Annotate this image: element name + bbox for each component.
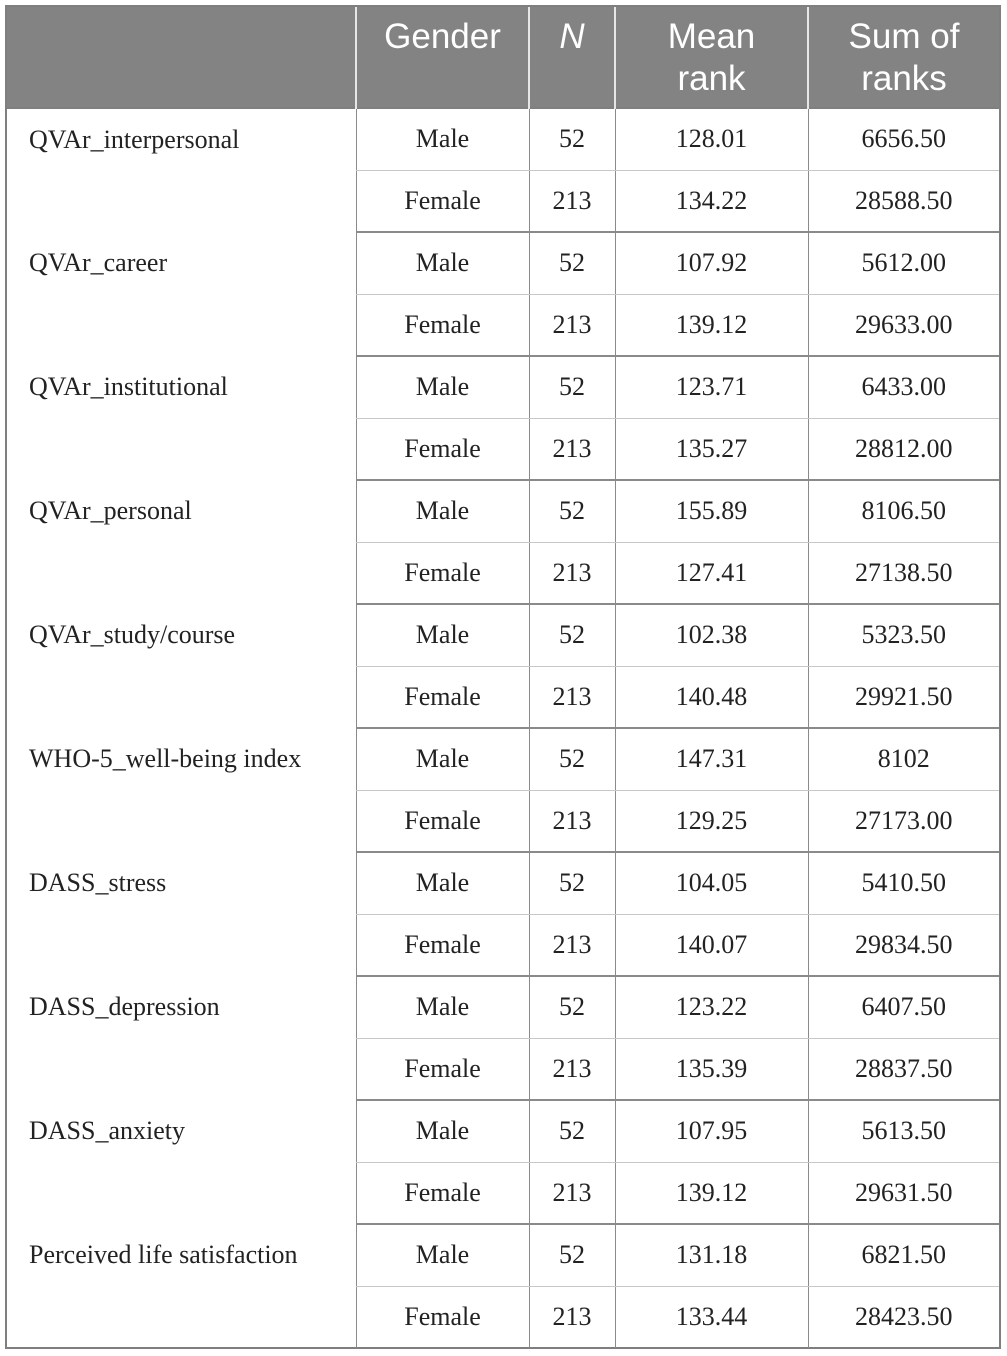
sum-of-ranks-cell: 27173.00 bbox=[808, 790, 999, 852]
sum-of-ranks-cell: 29631.50 bbox=[808, 1162, 999, 1224]
n-cell: 213 bbox=[529, 170, 615, 232]
gender-cell: Female bbox=[356, 914, 529, 976]
gender-cell: Female bbox=[356, 294, 529, 356]
mean-rank-cell: 123.22 bbox=[615, 976, 808, 1038]
n-cell: 213 bbox=[529, 1038, 615, 1100]
n-cell: 213 bbox=[529, 1162, 615, 1224]
n-cell: 52 bbox=[529, 232, 615, 294]
mean-rank-cell: 127.41 bbox=[615, 542, 808, 604]
n-cell: 52 bbox=[529, 1100, 615, 1162]
gender-cell: Male bbox=[356, 1100, 529, 1162]
n-cell: 52 bbox=[529, 976, 615, 1038]
variable-name-cell: QVAr_institutional bbox=[29, 372, 228, 401]
variable-name-cell: WHO-5_well-being index bbox=[29, 744, 302, 773]
table-row bbox=[7, 356, 999, 418]
header-mean-rank: Mean rank bbox=[615, 7, 808, 108]
n-cell: 52 bbox=[529, 852, 615, 914]
mean-rank-cell: 128.01 bbox=[615, 108, 808, 170]
n-cell: 213 bbox=[529, 914, 615, 976]
variable-name-cell: QVAr_interpersonal bbox=[29, 125, 240, 154]
table-row bbox=[7, 480, 999, 542]
mean-rank-cell: 133.44 bbox=[615, 1286, 808, 1348]
n-cell: 213 bbox=[529, 666, 615, 728]
variable-name-cell: QVAr_study/course bbox=[29, 620, 236, 649]
sum-of-ranks-cell: 5612.00 bbox=[808, 232, 999, 294]
sum-of-ranks-cell: 28423.50 bbox=[808, 1286, 999, 1348]
gender-cell: Female bbox=[356, 542, 529, 604]
variable-name-cell: DASS_anxiety bbox=[29, 1116, 185, 1145]
header-gender: Gender bbox=[356, 7, 529, 108]
gender-cell: Female bbox=[356, 418, 529, 480]
n-cell: 52 bbox=[529, 604, 615, 666]
mean-rank-cell: 140.48 bbox=[615, 666, 808, 728]
variable-name-cell: Perceived life satisfaction bbox=[29, 1240, 298, 1269]
gender-cell: Male bbox=[356, 852, 529, 914]
sum-of-ranks-cell: 6433.00 bbox=[808, 356, 999, 418]
gender-cell: Male bbox=[356, 1224, 529, 1286]
n-cell: 52 bbox=[529, 356, 615, 418]
gender-cell: Male bbox=[356, 480, 529, 542]
table-row bbox=[7, 728, 999, 790]
sum-of-ranks-cell: 5613.50 bbox=[808, 1100, 999, 1162]
n-cell: 52 bbox=[529, 728, 615, 790]
gender-cell: Male bbox=[356, 728, 529, 790]
sum-of-ranks-cell: 29834.50 bbox=[808, 914, 999, 976]
mean-rank-cell: 107.92 bbox=[615, 232, 808, 294]
table-row bbox=[7, 108, 999, 170]
mean-rank-cell: 102.38 bbox=[615, 604, 808, 666]
sum-of-ranks-cell: 28812.00 bbox=[808, 418, 999, 480]
mean-rank-cell: 135.39 bbox=[615, 1038, 808, 1100]
mean-rank-cell: 140.07 bbox=[615, 914, 808, 976]
n-cell: 213 bbox=[529, 542, 615, 604]
mean-rank-cell: 134.22 bbox=[615, 170, 808, 232]
gender-cell: Female bbox=[356, 790, 529, 852]
n-cell: 52 bbox=[529, 1224, 615, 1286]
sum-of-ranks-cell: 29921.50 bbox=[808, 666, 999, 728]
header-sum-of-ranks: Sum of ranks bbox=[808, 7, 999, 108]
table-row bbox=[7, 1224, 999, 1286]
gender-cell: Male bbox=[356, 108, 529, 170]
sum-of-ranks-cell: 8102 bbox=[808, 728, 999, 790]
sum-of-ranks-cell: 28588.50 bbox=[808, 170, 999, 232]
variable-name-cell: QVAr_career bbox=[29, 248, 168, 277]
n-cell: 213 bbox=[529, 418, 615, 480]
table-header bbox=[7, 7, 999, 108]
mean-rank-cell: 129.25 bbox=[615, 790, 808, 852]
header-variable bbox=[7, 7, 356, 108]
gender-cell: Female bbox=[356, 1038, 529, 1100]
sum-of-ranks-cell: 8106.50 bbox=[808, 480, 999, 542]
n-cell: 213 bbox=[529, 1286, 615, 1348]
variable-name-cell: DASS_depression bbox=[29, 992, 220, 1021]
gender-cell: Male bbox=[356, 232, 529, 294]
gender-cell: Female bbox=[356, 666, 529, 728]
mean-rank-cell: 123.71 bbox=[615, 356, 808, 418]
table-row bbox=[7, 604, 999, 666]
sum-of-ranks-cell: 27138.50 bbox=[808, 542, 999, 604]
table-body bbox=[7, 108, 999, 1348]
gender-cell: Female bbox=[356, 170, 529, 232]
mean-rank-cell: 107.95 bbox=[615, 1100, 808, 1162]
table-row bbox=[7, 852, 999, 914]
n-cell: 52 bbox=[529, 480, 615, 542]
gender-cell: Female bbox=[356, 1162, 529, 1224]
mean-rank-cell: 139.12 bbox=[615, 294, 808, 356]
mean-rank-cell: 131.18 bbox=[615, 1224, 808, 1286]
header-n: N bbox=[529, 7, 615, 108]
gender-cell: Male bbox=[356, 976, 529, 1038]
gender-cell: Male bbox=[356, 356, 529, 418]
header-row bbox=[7, 7, 999, 108]
sum-of-ranks-cell: 29633.00 bbox=[808, 294, 999, 356]
gender-cell: Male bbox=[356, 604, 529, 666]
n-cell: 213 bbox=[529, 790, 615, 852]
sum-of-ranks-cell: 28837.50 bbox=[808, 1038, 999, 1100]
sum-of-ranks-cell: 5323.50 bbox=[808, 604, 999, 666]
n-cell: 52 bbox=[529, 108, 615, 170]
sum-of-ranks-cell: 5410.50 bbox=[808, 852, 999, 914]
variable-name-cell: QVAr_personal bbox=[29, 496, 192, 525]
variable-name-cell: DASS_stress bbox=[29, 868, 167, 897]
mean-rank-cell: 147.31 bbox=[615, 728, 808, 790]
sum-of-ranks-cell: 6656.50 bbox=[808, 108, 999, 170]
mean-rank-cell: 139.12 bbox=[615, 1162, 808, 1224]
table-row bbox=[7, 1100, 999, 1162]
gender-cell: Female bbox=[356, 1286, 529, 1348]
mean-rank-cell: 135.27 bbox=[615, 418, 808, 480]
table-container bbox=[5, 5, 1001, 1349]
sum-of-ranks-cell: 6821.50 bbox=[808, 1224, 999, 1286]
mean-rank-cell: 104.05 bbox=[615, 852, 808, 914]
sum-of-ranks-cell: 6407.50 bbox=[808, 976, 999, 1038]
table-row bbox=[7, 976, 999, 1038]
table-row bbox=[7, 232, 999, 294]
mann-whitney-rank-table bbox=[7, 7, 999, 1348]
n-cell: 213 bbox=[529, 294, 615, 356]
mean-rank-cell: 155.89 bbox=[615, 480, 808, 542]
